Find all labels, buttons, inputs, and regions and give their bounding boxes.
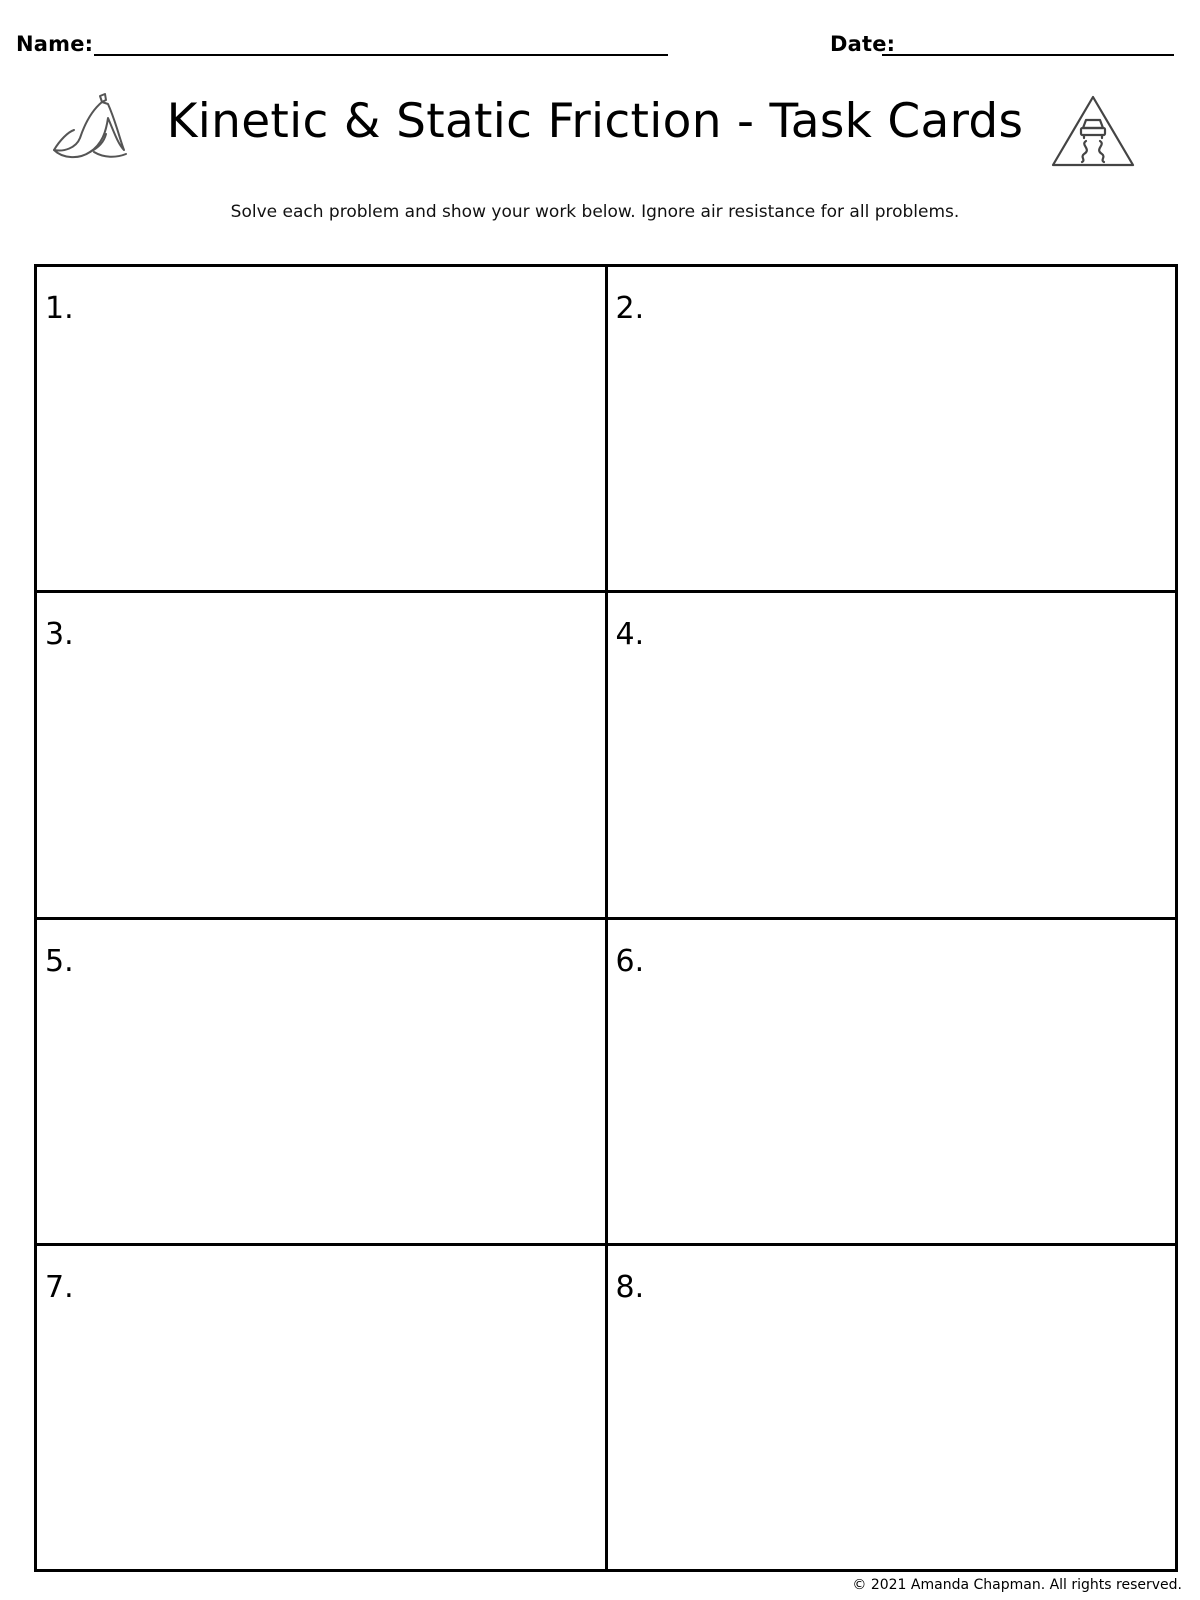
task-card[interactable] bbox=[37, 267, 608, 593]
name-field[interactable] bbox=[94, 54, 668, 56]
task-card[interactable] bbox=[37, 920, 608, 1246]
name-label: Name: bbox=[16, 32, 94, 56]
card-number: 4. bbox=[615, 617, 645, 653]
slippery-road-sign-icon bbox=[1050, 94, 1136, 168]
card-number: 7. bbox=[45, 1269, 74, 1305]
copyright-notice: © 2021 Amanda Chapman. All rights reserved. bbox=[852, 1577, 1182, 1593]
card-number: 3. bbox=[45, 617, 74, 653]
page-title: Kinetic & Static Friction - Task Cards bbox=[166, 94, 1024, 149]
card-number: 6. bbox=[615, 943, 645, 979]
task-card[interactable] bbox=[608, 920, 1179, 1246]
card-number: 1. bbox=[45, 291, 74, 326]
card-number: 8. bbox=[615, 1269, 645, 1305]
date-field[interactable] bbox=[882, 54, 1174, 56]
task-card[interactable] bbox=[608, 593, 1179, 919]
task-card-grid bbox=[34, 264, 1178, 1572]
task-card[interactable] bbox=[37, 1246, 608, 1572]
task-card[interactable] bbox=[608, 1246, 1179, 1572]
card-number: 2. bbox=[615, 291, 645, 326]
instructions: Solve each problem and show your work below. Ignore air resistance for all problems. bbox=[230, 202, 960, 222]
banana-peel-icon bbox=[50, 92, 130, 164]
task-card[interactable] bbox=[37, 593, 608, 919]
date-label: Date: bbox=[830, 32, 896, 56]
task-card[interactable] bbox=[608, 267, 1179, 593]
card-number: 5. bbox=[45, 943, 74, 979]
